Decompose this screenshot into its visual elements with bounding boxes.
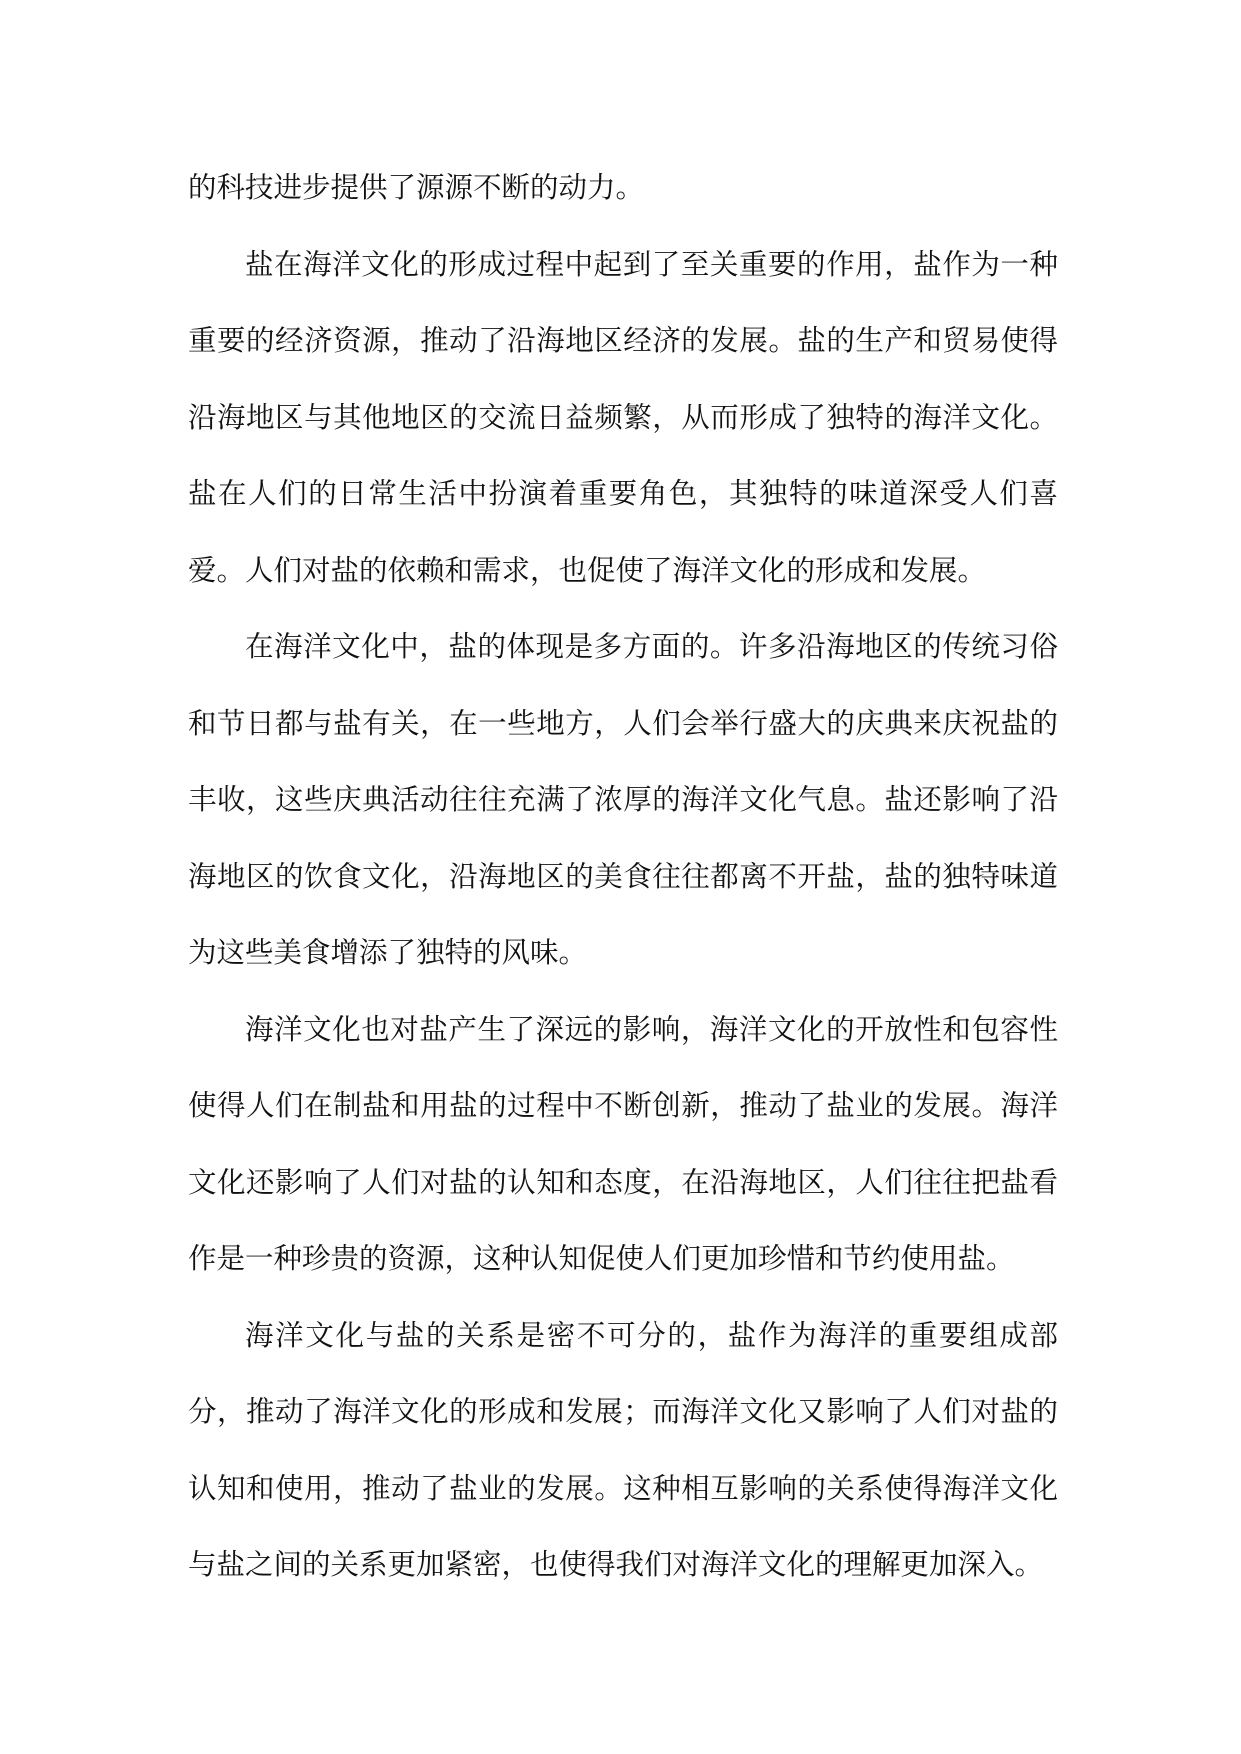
paragraph-salt-role: 盐在海洋文化的形成过程中起到了至关重要的作用，盐作为一种重要的经济资源，推动了沿海地区经济的发展。盐的生产和贸易使得沿海地区与其他地区的交流日益频繁，从而形成了独特的海洋文化。盐在人们的日常生活中扮演着重要角色，其独特的味道深受人们喜爱。人们对盐的依赖和需求，也促使了海洋文化的形成和发展。 bbox=[188, 247, 1058, 587]
paragraph-culture-influence: 海洋文化也对盐产生了深远的影响，海洋文化的开放性和包容性使得人们在制盐和用盐的过程中不断创新，推动了盐业的发展。海洋文化还影响了人们对盐的认知和态度，在沿海地区，人们往往把盐看作是一种珍贵的资源，这种认知促使人们更加珍惜和节约使用盐。 bbox=[188, 1012, 1058, 1275]
document-body bbox=[188, 150, 1058, 1604]
paragraph-continued: 的科技进步提供了源源不断的动力。 bbox=[188, 171, 645, 204]
paragraph-salt-in-culture: 在海洋文化中，盐的体现是多方面的。许多沿海地区的传统习俗和节日都与盐有关，在一些地方，人们会举行盛大的庆典来庆祝盐的丰收，这些庆典活动往往充满了浓厚的海洋文化气息。盐还影响了沿海地区的饮食文化，沿海地区的美食往往都离不开盐，盐的独特味道为这些美食增添了独特的风味。 bbox=[188, 630, 1058, 969]
paragraph-conclusion: 海洋文化与盐的关系是密不可分的，盐作为海洋的重要组成部分，推动了海洋文化的形成和发展；而海洋文化又影响了人们对盐的认知和使用，推动了盐业的发展。这种相互影响的关系使得海洋文化与盐之间的关系更加紧密，也使得我们对海洋文化的理解更加深入。 bbox=[188, 1318, 1058, 1581]
